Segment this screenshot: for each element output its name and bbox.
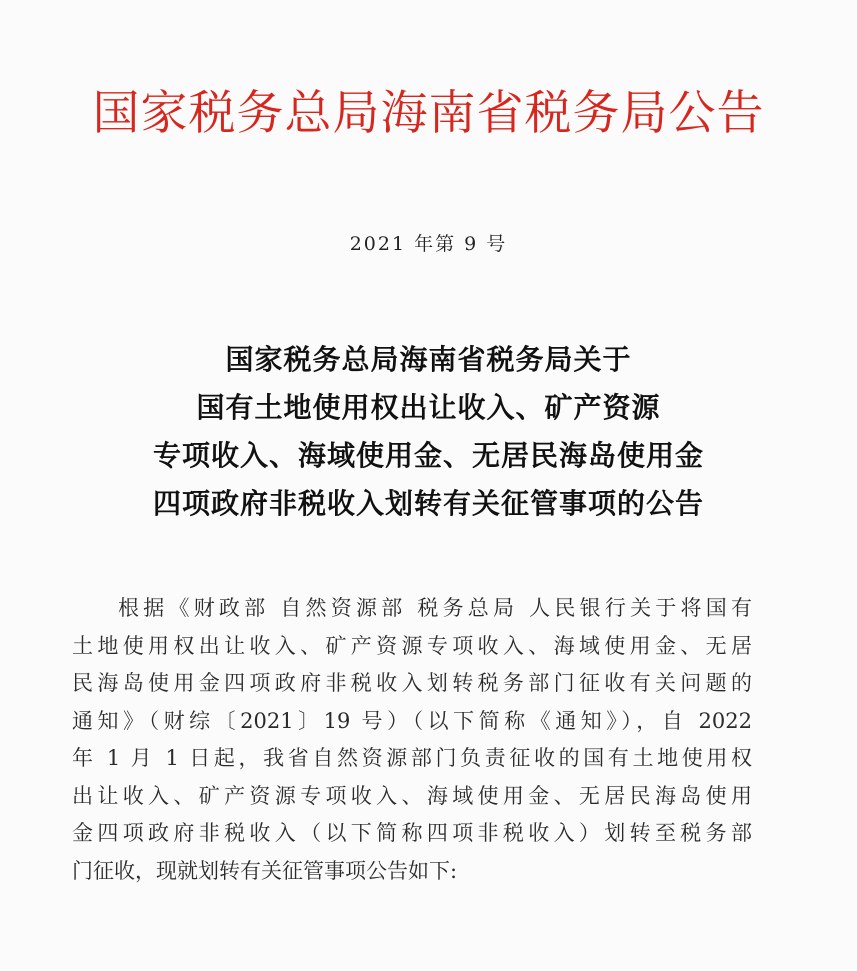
body-line: 土地使用权出让收入、矿产资源专项收入、海域使用金、无居	[72, 633, 752, 658]
announcement-title	[0, 336, 857, 528]
body-paragraph	[72, 590, 752, 890]
body-line: 门征收，现就划转有关征管事项公告如下:	[72, 858, 458, 883]
title-line: 四项政府非税收入划转有关征管事项的公告	[152, 487, 704, 520]
masthead-title: 国家税务总局海南省税务局公告	[92, 86, 765, 141]
title-line: 专项收入、海域使用金、无居民海岛使用金	[152, 439, 704, 472]
title-line: 国有土地使用权出让收入、矿产资源	[196, 391, 661, 424]
body-line: 根据《财政部 自然资源部 税务总局 人民银行关于将国有	[118, 596, 752, 620]
title-line: 国家税务总局海南省税务局关于	[225, 343, 632, 376]
body-line: 金四项政府非税收入（以下简称四项非税收入）划转至税务部	[72, 821, 752, 845]
document-number: 2021 年第 9 号	[349, 233, 508, 255]
body-line: 通知》（财综〔2021〕19 号）（以下简称《通知》），自 2022	[72, 708, 752, 733]
body-line: 出让收入、矿产资源专项收入、海域使用金、无居民海岛使用	[72, 783, 752, 808]
body-line: 民海岛使用金四项政府非税收入划转税务部门征收有关问题的	[72, 671, 752, 695]
body-line: 年 1 月 1 日起，我省自然资源部门负责征收的国有土地使用权	[72, 746, 752, 770]
